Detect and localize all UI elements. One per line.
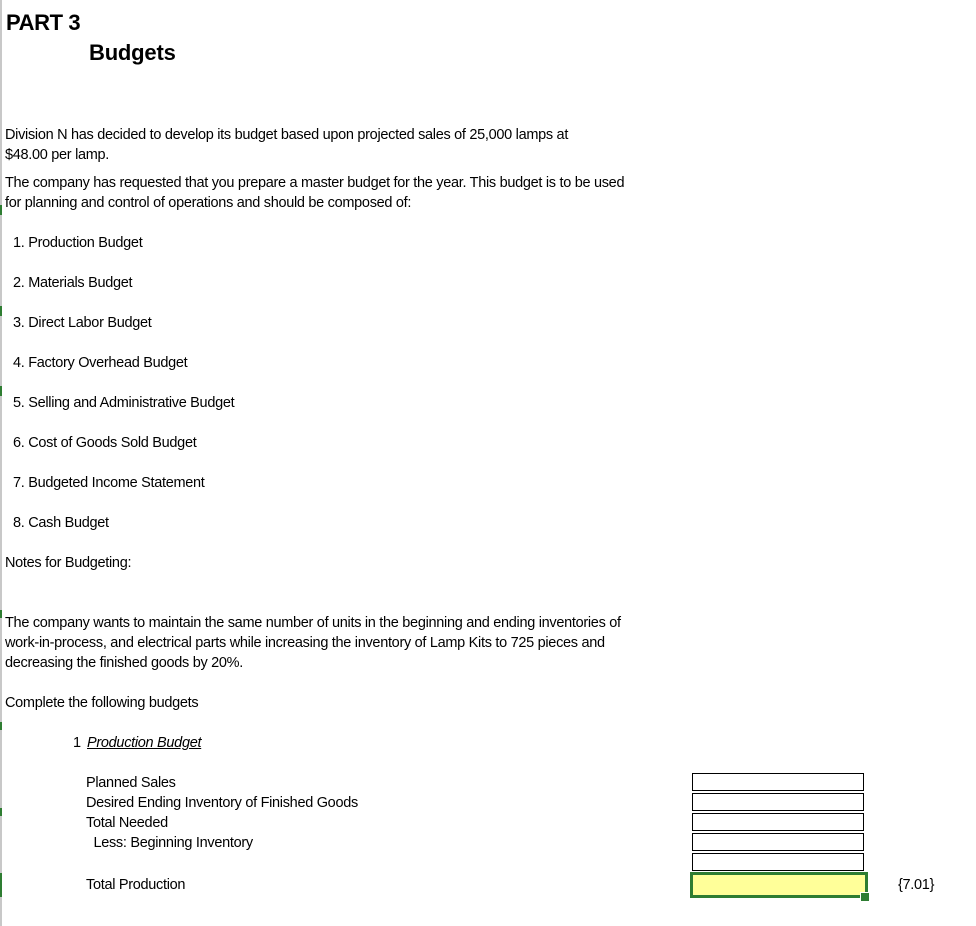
total-needed-cell[interactable] <box>692 813 864 831</box>
less-beginning-cell[interactable] <box>692 833 864 851</box>
reference-code: {7.01} <box>898 877 935 893</box>
fill-handle[interactable] <box>860 892 870 902</box>
list-item: 7. Budgeted Income Statement <box>13 475 205 491</box>
total-production-cell[interactable] <box>690 872 868 898</box>
notes-line-2: work-in-process, and electrical parts while increasing the inventory of Lamp Kits to 725 pieces and <box>5 635 605 651</box>
list-item: 8. Cash Budget <box>13 515 109 531</box>
part-heading: PART 3 <box>6 10 81 35</box>
notes-line-3: decreasing the finished goods by 20%. <box>5 655 243 671</box>
row-marker <box>0 306 2 316</box>
row-marker <box>0 205 2 215</box>
blank-cell[interactable] <box>692 853 864 871</box>
row-marker <box>0 722 2 730</box>
intro-line-4: for planning and control of operations and should be composed of: <box>5 195 412 211</box>
left-gridline <box>0 0 2 926</box>
desired-ending-label: Desired Ending Inventory of Finished Goods <box>86 795 358 811</box>
production-number: 1 <box>73 735 81 751</box>
list-item: 6. Cost of Goods Sold Budget <box>13 435 197 451</box>
planned-sales-label: Planned Sales <box>86 775 176 791</box>
less-beginning-label: Less: Beginning Inventory <box>86 835 253 851</box>
total-needed-label: Total Needed <box>86 815 168 831</box>
planned-sales-cell[interactable] <box>692 773 864 791</box>
intro-line-2: $48.00 per lamp. <box>5 147 110 163</box>
row-marker <box>0 808 2 816</box>
list-item: 4. Factory Overhead Budget <box>13 355 188 371</box>
list-item: 5. Selling and Administrative Budget <box>13 395 235 411</box>
list-item: 2. Materials Budget <box>13 275 133 291</box>
page-title: Budgets <box>89 40 176 65</box>
notes-line-1: The company wants to maintain the same number of units in the beginning and ending inventories of <box>5 615 621 631</box>
list-item: 3. Direct Labor Budget <box>13 315 152 331</box>
list-item: 1. Production Budget <box>13 235 143 251</box>
complete-label: Complete the following budgets <box>5 695 199 711</box>
intro-line-1: Division N has decided to develop its budget based upon projected sales of 25,000 lamps at <box>5 127 569 143</box>
notes-heading: Notes for Budgeting: <box>5 555 132 571</box>
row-marker <box>0 610 2 618</box>
desired-ending-cell[interactable] <box>692 793 864 811</box>
intro-line-3: The company has requested that you prepare a master budget for the year. This budget is to be used <box>5 175 625 191</box>
row-marker <box>0 386 2 396</box>
production-budget-title: Production Budget <box>87 735 202 751</box>
total-production-label: Total Production <box>86 877 186 893</box>
row-marker <box>0 873 2 897</box>
